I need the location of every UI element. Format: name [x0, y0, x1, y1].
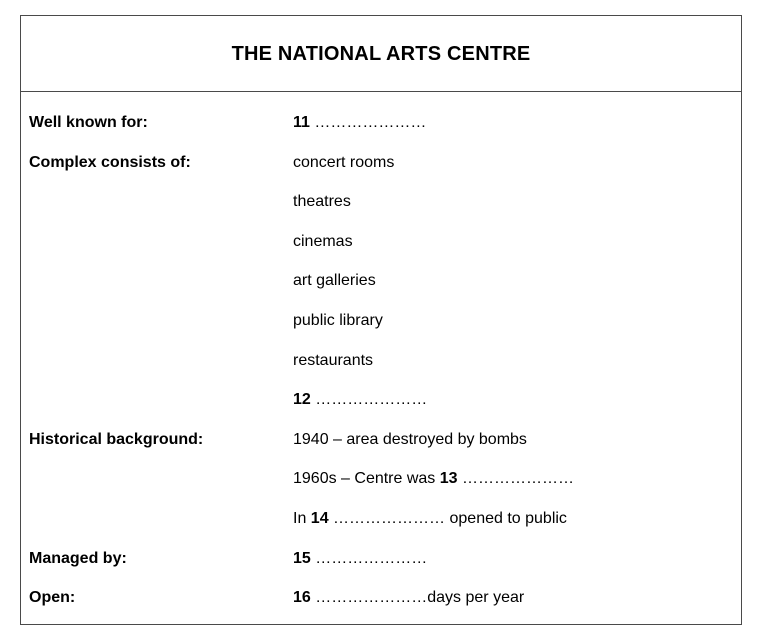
question-number-11: 11 [293, 114, 310, 131]
complex-item: restaurants [293, 351, 374, 369]
title-bar [21, 16, 741, 92]
complex-item: theatres [293, 193, 351, 211]
question-number-16: 16 [293, 589, 311, 607]
open-suffix: days per year [427, 589, 525, 607]
label-open: Open: [29, 589, 76, 607]
history-line-1: 1940 – area destroyed by bombs [293, 430, 527, 448]
table-body [21, 103, 741, 618]
question-number-12: 12 [293, 391, 311, 409]
value-open [293, 578, 524, 618]
answer-blank-13[interactable]: ………………… [462, 470, 575, 488]
complex-item: public library [293, 311, 383, 329]
label-well-known: Well known for: [29, 114, 148, 131]
row-open [21, 578, 741, 618]
history-line-2-text: 1960s – Centre was [293, 470, 436, 488]
question-number-15: 15 [293, 549, 311, 567]
value-complex-blank [293, 380, 427, 420]
answer-blank-12[interactable]: ………………… [315, 391, 428, 409]
row-complex-item [21, 341, 741, 381]
row-complex-item [21, 301, 741, 341]
history-line-2 [293, 459, 574, 499]
answer-blank-15[interactable]: ………………… [315, 549, 428, 567]
value-well-known [293, 103, 426, 143]
page-title: THE NATIONAL ARTS CENTRE [231, 43, 531, 65]
row-history-3 [21, 499, 741, 539]
history-line-3-suffix: opened to public [449, 509, 567, 527]
label-complex: Complex consists of: [29, 153, 191, 171]
question-number-13: 13 [439, 470, 458, 488]
label-managed: Managed by: [29, 549, 127, 567]
answer-blank-14[interactable]: ………………… [333, 509, 446, 527]
answer-blank-16[interactable]: ………………… [315, 589, 428, 607]
question-number-14: 14 [310, 509, 329, 527]
label-history: Historical background: [29, 430, 204, 448]
notes-table [20, 15, 742, 625]
row-complex-item [21, 261, 741, 301]
history-line-3 [293, 499, 567, 539]
row-complex [21, 143, 741, 183]
row-complex-item [21, 222, 741, 262]
complex-item: art galleries [293, 272, 376, 290]
row-well-known [21, 103, 741, 143]
value-managed [293, 539, 427, 579]
row-complex-blank [21, 380, 741, 420]
history-line-3-prefix: In [293, 509, 307, 527]
row-history-2 [21, 459, 741, 499]
complex-item: concert rooms [293, 153, 395, 171]
row-managed [21, 539, 741, 579]
answer-blank-11[interactable]: ………………… [314, 114, 427, 131]
complex-item: cinemas [293, 232, 353, 250]
row-complex-item [21, 182, 741, 222]
row-history [21, 420, 741, 460]
